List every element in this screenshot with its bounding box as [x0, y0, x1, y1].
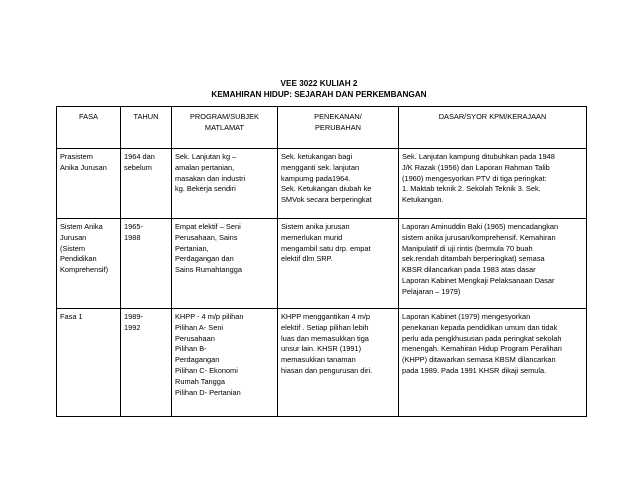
cell-penekanan-line: Sistem anika jurusan [281, 222, 350, 231]
cell-program-line: Perusahaan, Sains [175, 232, 238, 242]
cell-penekanan-line: SMVok secara berperingkat [281, 195, 372, 205]
cell-program-line: amalan pertanian, [175, 162, 235, 172]
cell-program-line: Perdagangan [175, 355, 220, 365]
cell-penekanan-line: elektif . Setiap pilihan lebih [281, 322, 369, 332]
table-header-row [57, 107, 587, 149]
cell-dasar-line: J/K Razak (1956) dan Laporan Rahman Talib [402, 162, 550, 172]
cell-program-line: Pilihan D- Pertanian [175, 387, 241, 397]
cell-tahun-line: 1964 dan [124, 152, 155, 161]
cell-dasar [399, 309, 587, 417]
cell-fasa-line: Fasa 1 [60, 312, 83, 321]
cell-penekanan [278, 219, 399, 309]
cell-fasa-line: Komprehensif) [60, 265, 109, 275]
cell-penekanan-line: luas dan memasukkan tiga [281, 333, 369, 343]
cell-dasar-line: Manipulatif di uji rintis (bermula 70 buah [402, 243, 533, 253]
cell-tahun-line: 1988 [124, 232, 141, 242]
phases-table [56, 106, 587, 417]
cell-penekanan-line: mengganti sek. lanjutan [281, 162, 360, 172]
cell-dasar-line: Laporan Kabinet Mengkaji Pelaksanaan Dasar [402, 275, 555, 285]
header-program [172, 107, 278, 149]
document-subtitle: KEMAHIRAN HIDUP: SEJARAH DAN PERKEMBANGAN [211, 90, 427, 99]
table-row [57, 309, 587, 417]
cell-fasa-line: (Sistem [60, 243, 86, 253]
cell-dasar-line: Pelajaran – 1979) [402, 286, 461, 296]
cell-penekanan-line: KHPP menggantikan 4 m/p [281, 312, 371, 321]
header-tahun: TAHUN [121, 107, 172, 149]
cell-fasa-line: Prasistem [60, 152, 93, 161]
cell-program [172, 149, 278, 219]
document-title: VEE 3022 KULIAH 2 [280, 79, 358, 88]
cell-dasar [399, 219, 587, 309]
cell-dasar-line: Laporan Kabinet (1979) mengesyorkan [402, 312, 531, 321]
cell-dasar-line: 1. Maktab teknik 2. Sekolah Teknik 3. Sek. [402, 184, 541, 194]
cell-program-line: masakan dan industri [175, 173, 246, 183]
cell-tahun-line: 1992 [124, 322, 141, 332]
cell-dasar-line: menengah. Kemahiran Hidup Program Peralihan [402, 344, 562, 354]
cell-fasa [57, 309, 121, 417]
cell-program-line: Sek. Lanjutan kg – [175, 152, 237, 161]
cell-tahun [121, 309, 172, 417]
cell-fasa [57, 219, 121, 309]
header-program-line: PROGRAM/SUBJEK [190, 112, 259, 121]
cell-dasar-line: perlu ada pengkhususan pada peringkat sekolah [402, 333, 562, 343]
cell-penekanan-line: hiasan dan pengurusan diri. [281, 365, 373, 375]
table-row [57, 219, 587, 309]
header-penekanan-line: PENEKANAN/ [314, 112, 362, 121]
cell-penekanan-line: kampumg pada1964. [281, 173, 351, 183]
cell-tahun [121, 149, 172, 219]
cell-program-line: Rumah Tangga [175, 376, 225, 386]
cell-dasar-line: (1960) mengesyorkan PTV di tiga peringkat: [402, 173, 547, 183]
cell-dasar-line: sistem anika jurusan/komprehensif. Kemahiran [402, 232, 556, 242]
cell-program-line: Perdagangan dan [175, 254, 234, 264]
cell-penekanan [278, 309, 399, 417]
cell-program-line: kg. Bekerja sendiri [175, 184, 236, 194]
cell-penekanan-line: Sek. ketukangan bagi [281, 152, 353, 161]
cell-tahun-line: 1989- [124, 312, 143, 321]
cell-tahun-line: sebelum [124, 162, 152, 172]
cell-program-line: Perusahaan [175, 333, 215, 343]
table-body [57, 149, 587, 417]
cell-penekanan-line: unsur lain. KHSR (1991) [281, 344, 362, 354]
header-penekanan [278, 107, 399, 149]
header-program-line: MATLAMAT [204, 122, 245, 132]
cell-fasa-line: Pendidikan [60, 254, 97, 264]
cell-dasar-line: KBSR dilancarkan pada 1983 atas dasar [402, 265, 536, 275]
cell-tahun [121, 219, 172, 309]
cell-dasar-line: pada 1989. Pada 1991 KHSR dikaji semula. [402, 365, 547, 375]
cell-dasar-line: penekanan kepada pendidikan umum dan tidak [402, 322, 558, 332]
cell-penekanan-line: memerlukan murid [281, 232, 343, 242]
cell-program-line: Pertanian, [175, 243, 209, 253]
cell-program-line: Pilihan B- [175, 344, 207, 354]
cell-program [172, 309, 278, 417]
table-row [57, 149, 587, 219]
cell-penekanan-line: elektif dlm SRP. [281, 254, 333, 264]
cell-penekanan [278, 149, 399, 219]
cell-tahun-line: 1965- [124, 222, 143, 231]
cell-program [172, 219, 278, 309]
cell-fasa-line: Sistem Anika [60, 222, 103, 231]
cell-program-line: Empat elektif – Seni [175, 222, 241, 231]
cell-penekanan-line: mengambil satu drp. empat [281, 243, 371, 253]
cell-dasar-line: (KHPP) ditawarkan semasa KBSM dilancarkan [402, 355, 556, 365]
cell-program-line: KHPP - 4 m/p pilihan [175, 312, 244, 321]
cell-dasar-line: Laporan Aminuddin Baki (1965) mencadangkan [402, 222, 559, 231]
cell-dasar-line: Ketukangan. [402, 195, 444, 205]
cell-penekanan-line: memasukkan tanaman [281, 355, 356, 365]
header-penekanan-line: PERUBAHAN [315, 122, 361, 132]
cell-program-line: Sains Rumahtangga [175, 265, 242, 275]
cell-program-line: Pilihan C- Ekonomi [175, 365, 238, 375]
cell-penekanan-line: Sek. Ketukangan diubah ke [281, 184, 372, 194]
header-fasa: FASA [57, 107, 121, 149]
cell-dasar-line: Sek. Lanjutan kampung ditubuhkan pada 1948 [402, 152, 555, 161]
cell-fasa-line: Jurusan [60, 232, 87, 242]
header-dasar: DASAR/SYOR KPM/KERAJAAN [399, 107, 587, 149]
cell-dasar [399, 149, 587, 219]
cell-fasa [57, 149, 121, 219]
cell-program-line: Pilihan A- Seni [175, 322, 224, 332]
cell-fasa-line: Anika Jurusan [60, 162, 107, 172]
cell-dasar-line: sek.rendah ditambah berperingkat) semasa [402, 254, 545, 264]
